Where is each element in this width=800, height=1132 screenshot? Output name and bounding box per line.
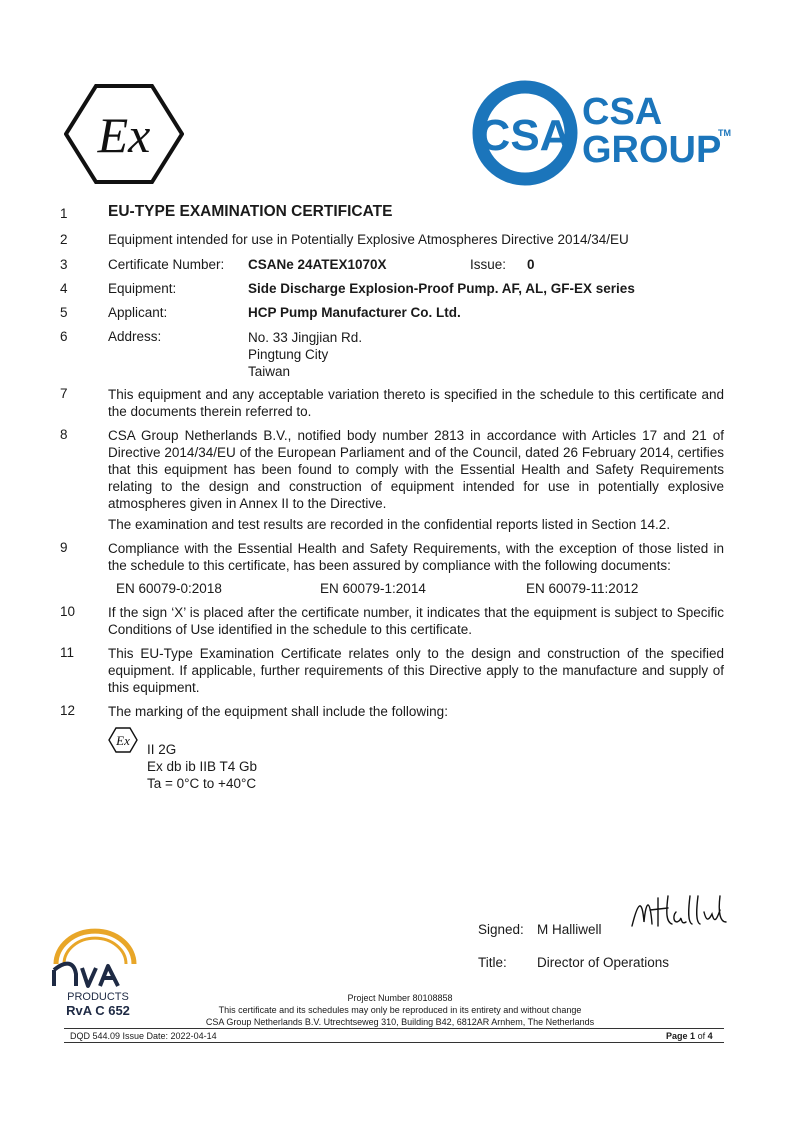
notified-body-paragraph: CSA Group Netherlands B.V., notified body number 2813 in accordance with Articles 17 and 21 of Directive 2014/34/EU of the European Parliament and of the Council, dated 26 February 2014, certifies that this equipment has been found to comply with the Essential Health and Safety Requirements relating to the design and construction of equipment intended for use in potentially explosive atmospheres given in Annex II to the Directive. bbox=[108, 428, 724, 511]
item-number: 12 bbox=[60, 703, 76, 718]
certificate-number-value: CSANe 24ATEX1070X bbox=[248, 257, 387, 272]
item-number: 1 bbox=[60, 206, 68, 221]
applicant-value: HCP Pump Manufacturer Co. Ltd. bbox=[248, 305, 461, 320]
item-number: 4 bbox=[60, 281, 68, 296]
address-line: Pingtung City bbox=[248, 347, 329, 362]
item-number: 7 bbox=[60, 386, 68, 401]
marking-line: II 2G bbox=[147, 742, 177, 757]
address-line: No. 33 Jingjian Rd. bbox=[248, 330, 363, 345]
project-number: Project Number 80108858 bbox=[347, 993, 453, 1003]
trademark-text: TM bbox=[718, 128, 731, 138]
document-reference: DQD 544.09 Issue Date: 2022-04-14 bbox=[70, 1031, 217, 1041]
item-number: 6 bbox=[60, 329, 68, 344]
item-number: 9 bbox=[60, 540, 68, 555]
company-address: CSA Group Netherlands B.V. Utrechtseweg 310, Building B42, 6812AR Arnhem, The Netherlands bbox=[205, 1017, 595, 1027]
standard-item: EN 60079-0:2018 bbox=[116, 581, 222, 596]
equipment-value: Side Discharge Explosion-Proof Pump. AF, AL, GF-EX series bbox=[248, 281, 635, 296]
page-of: of bbox=[697, 1031, 706, 1041]
title-label: Title: bbox=[478, 955, 507, 970]
scope-paragraph: This equipment and any acceptable variation thereto is specified in the schedule to this certificate and the documents therein referred to. bbox=[108, 387, 724, 419]
issue-label: Issue: bbox=[470, 257, 507, 272]
address-block bbox=[248, 329, 362, 380]
item-number: 11 bbox=[60, 645, 75, 660]
handwritten-signature bbox=[628, 892, 730, 936]
marking-line: Ta = 0°C to +40°C bbox=[147, 776, 257, 791]
marking-line: Ex db ib IIB T4 Gb bbox=[147, 759, 258, 774]
ex-mark-text: Ex bbox=[97, 107, 151, 163]
reproduction-notice: This certificate and its schedules may only be reproduced in its entirety and without change bbox=[218, 1005, 582, 1015]
compliance-paragraph: Compliance with the Essential Health and Safety Requirements, with the exception of those listed in the schedule to this certificate, has been assured by compliance with the following documents: bbox=[108, 541, 724, 573]
page-current: 1 bbox=[690, 1031, 696, 1041]
signed-label: Signed: bbox=[478, 922, 524, 937]
item-number: 10 bbox=[60, 604, 76, 619]
footer-divider bbox=[64, 1028, 724, 1029]
issue-value: 0 bbox=[527, 257, 535, 272]
ex-hexagon-logo bbox=[64, 84, 184, 184]
directive-text: Equipment intended for use in Potentially Explosive Atmospheres Directive 2014/34/EU bbox=[108, 232, 629, 247]
applicant-label: Applicant: bbox=[108, 305, 168, 320]
csa-monogram-text: CSA bbox=[478, 111, 572, 160]
page-total: 4 bbox=[707, 1031, 713, 1041]
standard-item: EN 60079-1:2014 bbox=[320, 581, 426, 596]
scope-limitation-paragraph: This EU-Type Examination Certificate relates only to the design and construction of the specified equipment. If applicable, further requirements of this Directive apply to the manufacture and supply of this equipment. bbox=[108, 646, 724, 695]
test-results-paragraph: The examination and test results are recorded in the confidential reports listed in Section 14.2. bbox=[108, 517, 671, 532]
rva-number-text: RvA C 652 bbox=[66, 1003, 130, 1018]
page-indicator bbox=[666, 1031, 713, 1041]
signed-name: M Halliwell bbox=[537, 922, 602, 937]
certificate-number-label: Certificate Number: bbox=[108, 257, 225, 272]
certificate-title: EU-TYPE EXAMINATION CERTIFICATE bbox=[108, 203, 393, 220]
address-line: Taiwan bbox=[248, 364, 291, 379]
item-number: 5 bbox=[60, 305, 68, 320]
address-label: Address: bbox=[108, 329, 162, 344]
ex-small-icon bbox=[108, 727, 138, 753]
page-prefix: Page bbox=[666, 1031, 688, 1041]
title-value: Director of Operations bbox=[537, 955, 670, 970]
item-number: 2 bbox=[60, 232, 68, 247]
rva-products-text: PRODUCTS bbox=[67, 991, 129, 1003]
item-number: 3 bbox=[60, 257, 68, 272]
item-number: 8 bbox=[60, 427, 68, 442]
footer-bottom-divider bbox=[64, 1042, 724, 1043]
equipment-label: Equipment: bbox=[108, 281, 177, 296]
csa-group-logo bbox=[470, 78, 732, 188]
marking-block bbox=[147, 741, 257, 792]
ex-small-text: Ex bbox=[116, 733, 130, 748]
specific-conditions-paragraph: If the sign ‘X’ is placed after the certificate number, it indicates that the equipment is subject to Specific Conditions of Use identified in the schedule to this certificate. bbox=[108, 605, 724, 637]
marking-intro: The marking of the equipment shall include the following: bbox=[108, 704, 448, 719]
group-wordmark-text: GROUP bbox=[582, 129, 722, 171]
standard-item: EN 60079-11:2012 bbox=[526, 581, 639, 596]
csa-wordmark-text: CSA bbox=[582, 91, 663, 133]
